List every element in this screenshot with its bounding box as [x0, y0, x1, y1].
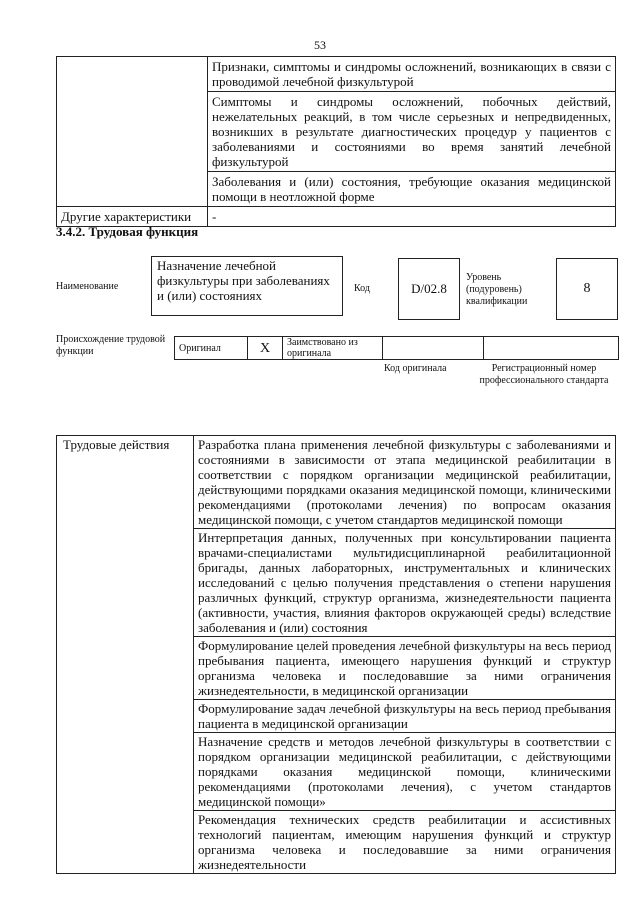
- name-label: Наименование: [56, 281, 119, 292]
- table-row: Интерпретация данных, полученных при консультировании пациента врачами-специалистами мультидисциплинарной реабилитационной бригады, данных лабораторных, инструментальных и клинических исследований с целью получения представления о степени нарушения различных функций, структур организма, жизнедеятельности пациента (активности, участия, влияния факторов окружающей среды) вследствие заболевания и (или) состояния: [194, 529, 616, 637]
- table-row: Формулирование целей проведения лечебной физкультуры на весь период пребывания пациента, имеющего нарушения функций и структур организма человека и последовавшие за ними ограничения жизнедеятельности, в медицинской организации: [194, 637, 616, 700]
- section-heading: 3.4.2. Трудовая функция: [56, 224, 199, 239]
- table-row: Заболевания и (или) состояния, требующие оказания медицинской помощи в неотложной форме: [208, 172, 616, 207]
- table-row: Признаки, симптомы и синдромы осложнений, возникающих в связи с проводимой лечебной физкультурой: [208, 57, 616, 92]
- empty-cell: [57, 57, 208, 207]
- function-name-box: Назначение лечебной физкультуры при заболеваниях и (или) состояниях: [151, 256, 343, 316]
- original-code-cell: [383, 337, 484, 360]
- origin-label: Происхождение трудовой функции: [56, 334, 166, 357]
- original-code-caption: Код оригинала: [384, 363, 447, 374]
- registration-number-cell: [484, 337, 619, 360]
- function-code-box: D/02.8: [398, 258, 460, 320]
- labor-actions-table: [56, 435, 616, 874]
- table-row: Разработка плана применения лечебной физкультуры с заболеваниями и состояниями в зависимости от этапа медицинской реабилитации в соответствии с порядком организации медицинской реабилитации, действующими порядками оказания медицинской помощи, клиническими рекомендациями (протоколами лечения) по вопросам оказания медицинской помощи, с учетом стандартов медицинской помощи: [194, 436, 616, 529]
- qualification-level-box: 8: [556, 258, 618, 320]
- origin-table: [174, 336, 619, 360]
- borrowed-cell: Заимствовано из оригинала: [283, 337, 383, 360]
- original-cell: Оригинал: [175, 337, 248, 360]
- table-row: Рекомендация технических средств реабилитации и ассистивных технологий пациентам, имеющим нарушения функций и структур организма человека и последовавшие за ними ограничения жизнедеятельности: [194, 811, 616, 874]
- labor-actions-label: Трудовые действия: [57, 436, 194, 874]
- complications-table: [56, 56, 616, 227]
- page-number: 53: [314, 38, 326, 52]
- code-label: Код: [354, 283, 370, 294]
- level-label: Уровень (подуровень) квалификации: [466, 272, 528, 307]
- original-mark: X: [248, 337, 283, 360]
- other-characteristics-value: -: [208, 207, 616, 227]
- other-characteristics-label: Другие характеристики: [57, 207, 208, 227]
- table-row: Симптомы и синдромы осложнений, побочных действий, нежелательных реакций, в том числе серьезных и непредвиденных, возникших в результате диагностических процедур у пациентов с заболеваниями и состояниями во время занятий лечебной физкультурой: [208, 92, 616, 172]
- registration-number-caption: Регистрационный номер профессионального стандарта: [479, 363, 609, 386]
- table-row: Назначение средств и методов лечебной физкультуры в соответствии с порядком организации медицинской реабилитации, с действующими порядками оказания медицинской помощи, клиническими рекомендациями (протоколами лечения), с учетом стандартов медицинской помощи»: [194, 733, 616, 811]
- table-row: Формулирование задач лечебной физкультуры на весь период пребывания пациента в медицинской организации: [194, 700, 616, 733]
